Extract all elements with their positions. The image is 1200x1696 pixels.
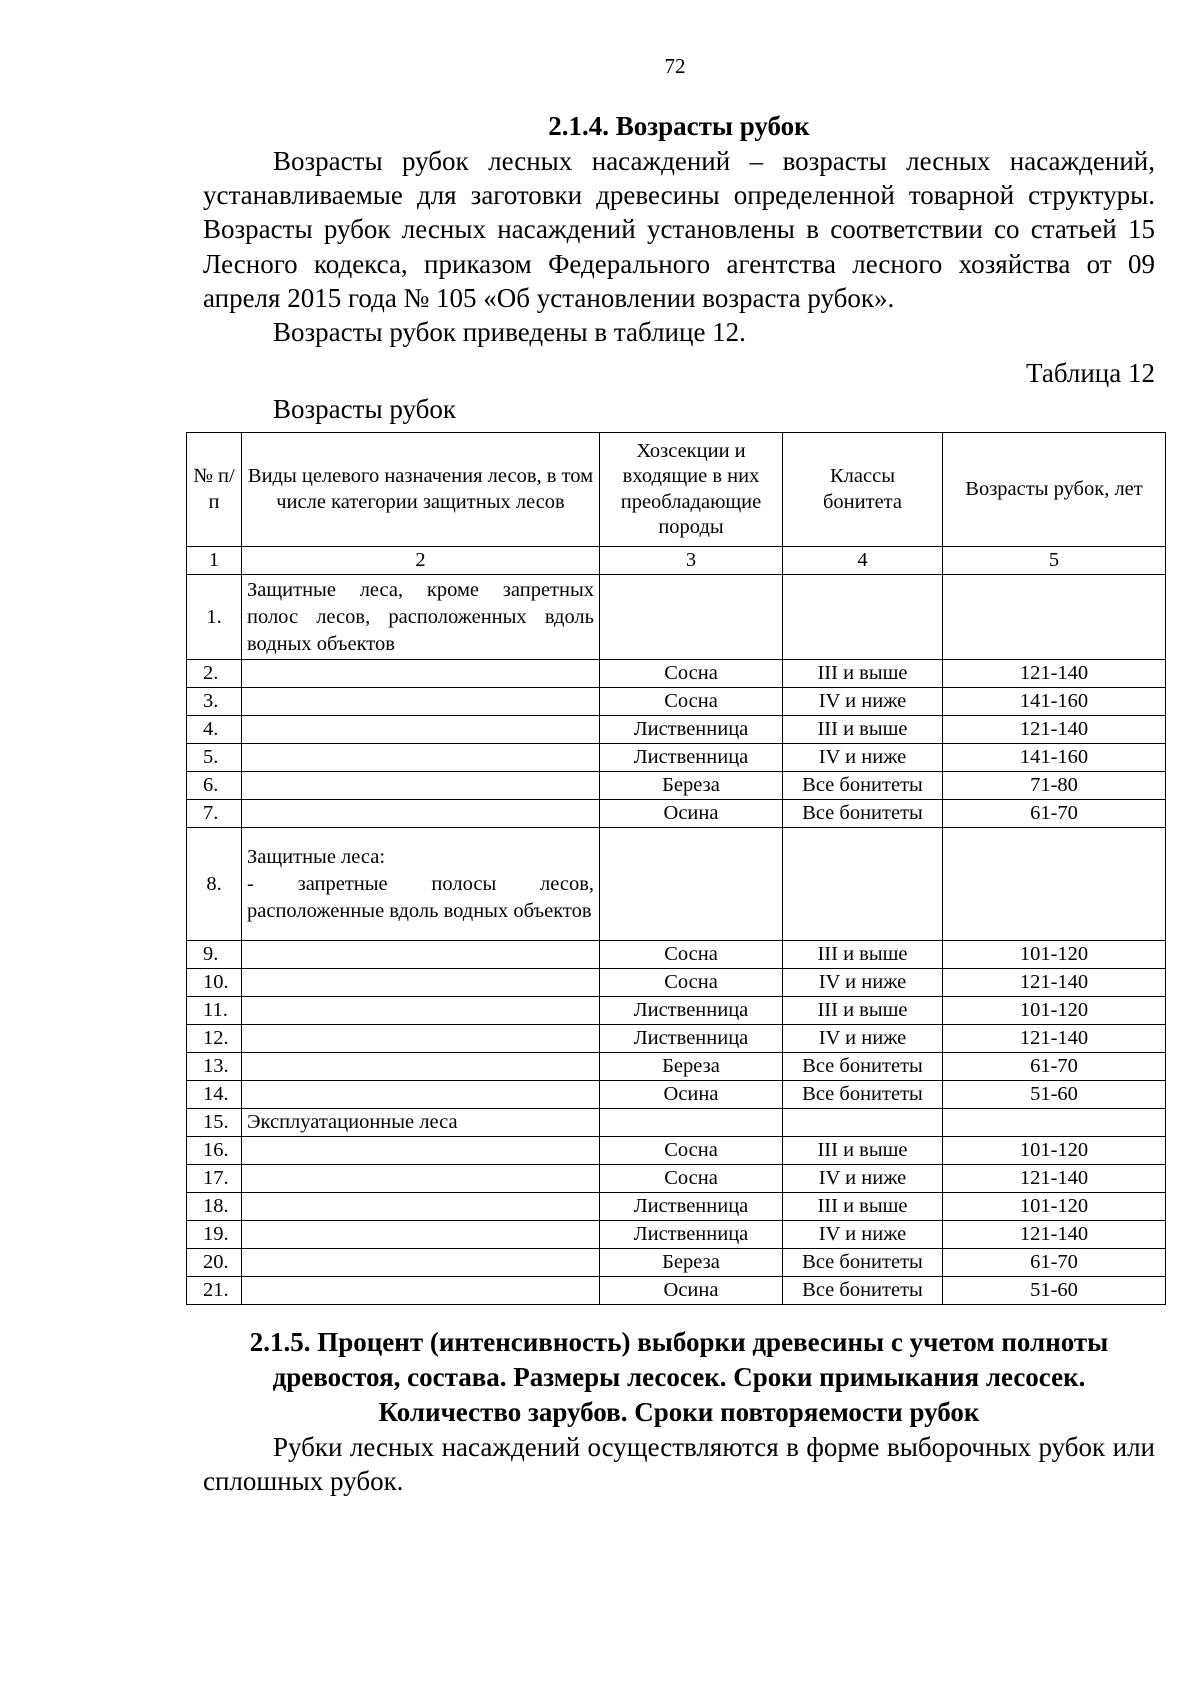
paragraph-cutting-forms: Рубки лесных насаждений осуществляются в форме выборочных рубок или сплошных рубок. xyxy=(203,1432,1155,1497)
cutting-age: 61-70 xyxy=(943,800,1166,828)
row-number: 3. xyxy=(187,688,242,716)
site-class: III и выше xyxy=(783,660,943,688)
site-class: III и выше xyxy=(783,1193,943,1221)
table-title: Возрасты рубок xyxy=(273,394,456,425)
site-class: IV и ниже xyxy=(783,688,943,716)
cutting-age xyxy=(943,1109,1166,1137)
table-row xyxy=(187,941,1166,969)
site-class: Все бонитеты xyxy=(783,1249,943,1277)
table-row xyxy=(187,772,1166,800)
site-class: III и выше xyxy=(783,941,943,969)
row-number: 18. xyxy=(187,1193,242,1221)
cutting-age: 61-70 xyxy=(943,1053,1166,1081)
site-class: III и выше xyxy=(783,997,943,1025)
row-number: 17. xyxy=(187,1165,242,1193)
forest-category xyxy=(242,1081,600,1109)
species: Осина xyxy=(600,1277,783,1305)
species: Сосна xyxy=(600,969,783,997)
table-row xyxy=(187,1137,1166,1165)
forest-category: Защитные леса, кроме запретных полос лесов, расположенных вдоль водных объектов xyxy=(242,575,600,660)
row-number: 6. xyxy=(187,772,242,800)
site-class: Все бонитеты xyxy=(783,772,943,800)
paragraph-table-ref: Возрасты рубок приведены в таблице 12. xyxy=(273,317,746,348)
table-row xyxy=(187,744,1166,772)
site-class xyxy=(783,1109,943,1137)
cutting-age: 121-140 xyxy=(943,969,1166,997)
site-class: IV и ниже xyxy=(783,744,943,772)
row-number: 7. xyxy=(187,800,242,828)
site-class: III и выше xyxy=(783,1137,943,1165)
table-row xyxy=(187,1109,1166,1137)
species: Лиственница xyxy=(600,1221,783,1249)
species: Сосна xyxy=(600,1137,783,1165)
cutting-age: 101-120 xyxy=(943,1193,1166,1221)
column-number: 3 xyxy=(600,547,783,575)
table-row xyxy=(187,800,1166,828)
forest-category: Эксплуатационные леса xyxy=(242,1109,600,1137)
table-row xyxy=(187,1081,1166,1109)
table-row xyxy=(187,1025,1166,1053)
section-heading-2-1-5: 2.1.5. Процент (интенсивность) выборки древесины с учетом полноты древостоя, состава. Размеры лесосек. Сроки примыкания лесосек. Количество зарубов. Сроки повторяемости рубок xyxy=(249,1327,1109,1428)
cutting-age: 51-60 xyxy=(943,1277,1166,1305)
row-number: 1. xyxy=(187,575,242,660)
page-content xyxy=(193,108,1155,1499)
site-class: IV и ниже xyxy=(783,1165,943,1193)
forest-category xyxy=(242,1193,600,1221)
table-row xyxy=(187,1165,1166,1193)
header-cell: № п/п xyxy=(187,433,242,547)
paragraph-definition: Возрасты рубок лесных насаждений – возрасты лесных насаждений, устанавливаемые для заготовки древесины определенной товарной структуры. Возрасты рубок лесных насаждений установлены в соответствии со статьей 15 Лесного кодекса, приказом Федерального агентства лесного хозяйства от 09 апреля 2015 года № 105 «Об установлении возраста рубок». xyxy=(203,146,1155,313)
forest-category xyxy=(242,1165,600,1193)
row-number: 11. xyxy=(187,997,242,1025)
column-number: 1 xyxy=(187,547,242,575)
forest-category xyxy=(242,1137,600,1165)
forest-category xyxy=(242,660,600,688)
header-cell: Классы бонитета xyxy=(783,433,943,547)
table-row xyxy=(187,575,1166,660)
species: Береза xyxy=(600,1053,783,1081)
cutting-age: 141-160 xyxy=(943,744,1166,772)
row-number: 4. xyxy=(187,716,242,744)
forest-category xyxy=(242,716,600,744)
forest-category xyxy=(242,828,600,941)
site-class: Все бонитеты xyxy=(783,1053,943,1081)
table-row xyxy=(187,716,1166,744)
site-class: IV и ниже xyxy=(783,969,943,997)
table-row xyxy=(187,1193,1166,1221)
species: Осина xyxy=(600,1081,783,1109)
table-row xyxy=(187,1249,1166,1277)
row-number: 13. xyxy=(187,1053,242,1081)
table-row xyxy=(187,1277,1166,1305)
forest-category xyxy=(242,1053,600,1081)
forest-category xyxy=(242,997,600,1025)
page-number: 72 xyxy=(664,54,686,78)
forest-category xyxy=(242,772,600,800)
header-cell: Возрасты рубок, лет xyxy=(943,433,1166,547)
row-number: 19. xyxy=(187,1221,242,1249)
row-number: 14. xyxy=(187,1081,242,1109)
cutting-age: 101-120 xyxy=(943,941,1166,969)
category-line-1: Защитные леса: xyxy=(247,845,386,868)
table-row xyxy=(187,688,1166,716)
row-number: 9. xyxy=(187,941,242,969)
cutting-age: 121-140 xyxy=(943,1221,1166,1249)
cutting-age: 51-60 xyxy=(943,1081,1166,1109)
row-number: 5. xyxy=(187,744,242,772)
forest-category xyxy=(242,969,600,997)
forest-category xyxy=(242,1277,600,1305)
column-number: 5 xyxy=(943,547,1166,575)
header-cell: Хозсекции и входящие в них преобладающие породы xyxy=(600,433,783,547)
species: Береза xyxy=(600,772,783,800)
cutting-age: 61-70 xyxy=(943,1249,1166,1277)
cutting-age: 141-160 xyxy=(943,688,1166,716)
species: Лиственница xyxy=(600,1025,783,1053)
forest-category xyxy=(242,1249,600,1277)
category-line-2: - запретные полосы лесов, расположенные вдоль водных объектов xyxy=(247,872,594,922)
species: Лиственница xyxy=(600,1193,783,1221)
row-number: 16. xyxy=(187,1137,242,1165)
table-row xyxy=(187,1053,1166,1081)
table-label: Таблица 12 xyxy=(1026,358,1155,389)
species: Лиственница xyxy=(600,716,783,744)
row-number: 15. xyxy=(187,1109,242,1137)
cutting-age xyxy=(943,828,1166,941)
site-class xyxy=(783,575,943,660)
row-number: 8. xyxy=(187,828,242,941)
site-class: Все бонитеты xyxy=(783,1081,943,1109)
forest-category xyxy=(242,1221,600,1249)
header-cell: Виды целевого назначения лесов, в том числе категории защитных лесов xyxy=(242,433,600,547)
table-header-row xyxy=(187,433,1166,547)
forest-category xyxy=(242,941,600,969)
species: Сосна xyxy=(600,660,783,688)
cutting-age: 121-140 xyxy=(943,1025,1166,1053)
table-row xyxy=(187,1221,1166,1249)
column-number-row xyxy=(187,547,1166,575)
site-class: IV и ниже xyxy=(783,1025,943,1053)
section-heading-2-1-4: 2.1.4. Возрасты рубок xyxy=(548,111,810,141)
forest-category xyxy=(242,800,600,828)
column-number: 4 xyxy=(783,547,943,575)
column-number: 2 xyxy=(242,547,600,575)
table-row xyxy=(187,969,1166,997)
table-row xyxy=(187,997,1166,1025)
species xyxy=(600,1109,783,1137)
cutting-age-table xyxy=(186,432,1166,1305)
species xyxy=(600,828,783,941)
site-class: III и выше xyxy=(783,716,943,744)
site-class: IV и ниже xyxy=(783,1221,943,1249)
species: Лиственница xyxy=(600,744,783,772)
cutting-age: 121-140 xyxy=(943,660,1166,688)
species: Сосна xyxy=(600,1165,783,1193)
species xyxy=(600,575,783,660)
species: Осина xyxy=(600,800,783,828)
cutting-age: 101-120 xyxy=(943,997,1166,1025)
species: Лиственница xyxy=(600,997,783,1025)
row-number: 12. xyxy=(187,1025,242,1053)
cutting-age: 71-80 xyxy=(943,772,1166,800)
site-class: Все бонитеты xyxy=(783,800,943,828)
cutting-age: 121-140 xyxy=(943,716,1166,744)
species: Береза xyxy=(600,1249,783,1277)
cutting-age: 101-120 xyxy=(943,1137,1166,1165)
row-number: 10. xyxy=(187,969,242,997)
site-class xyxy=(783,828,943,941)
cutting-age xyxy=(943,575,1166,660)
table-row xyxy=(187,660,1166,688)
species: Сосна xyxy=(600,688,783,716)
cutting-age: 121-140 xyxy=(943,1165,1166,1193)
species: Сосна xyxy=(600,941,783,969)
forest-category xyxy=(242,744,600,772)
table-row xyxy=(187,828,1166,941)
site-class: Все бонитеты xyxy=(783,1277,943,1305)
forest-category xyxy=(242,1025,600,1053)
forest-category xyxy=(242,688,600,716)
row-number: 21. xyxy=(187,1277,242,1305)
row-number: 2. xyxy=(187,660,242,688)
row-number: 20. xyxy=(187,1249,242,1277)
